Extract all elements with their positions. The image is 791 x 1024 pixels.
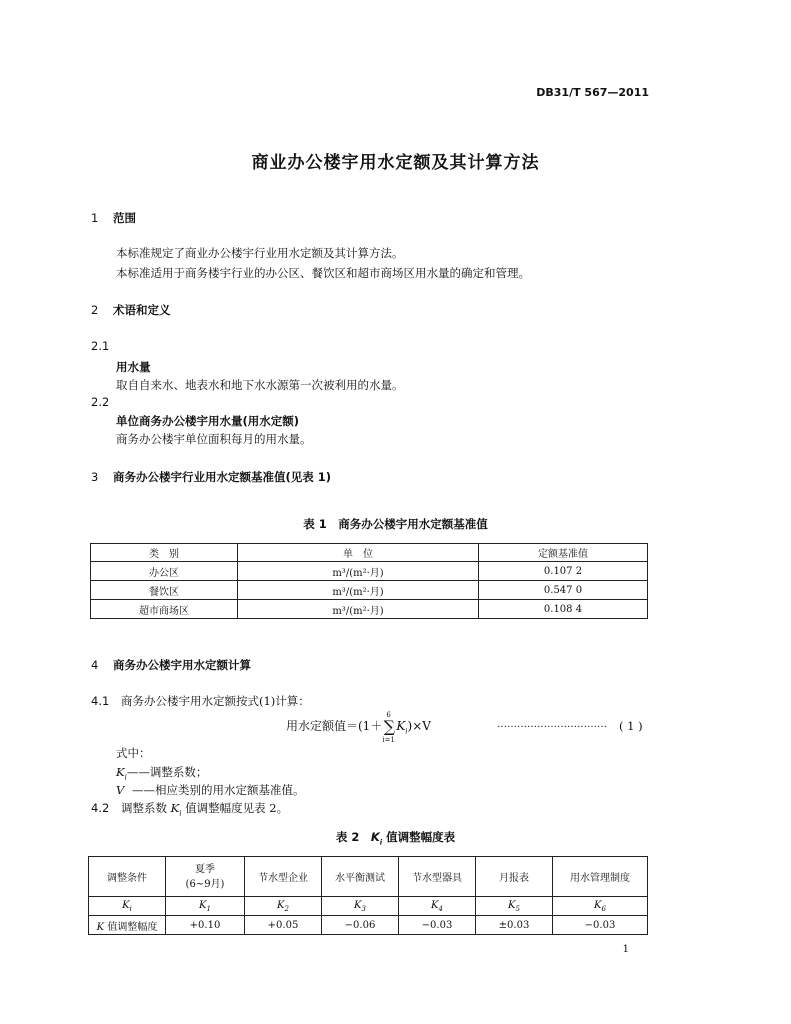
k-symbol: K xyxy=(199,899,207,911)
caption-post: 值调整幅度表 xyxy=(382,830,456,844)
table-header-cell: 类 别 xyxy=(91,544,238,562)
table-row xyxy=(91,562,648,581)
variable-description: ——调整系数； xyxy=(126,765,208,779)
definition-term: 用水量 xyxy=(116,360,151,374)
definition-term: 单位商务办公楼宇用水量(用水定额) xyxy=(116,414,300,428)
k-subscript: 1 xyxy=(206,904,211,913)
table-cell: 办公区 xyxy=(91,562,238,581)
table-1 xyxy=(90,543,648,619)
variable-symbol: V xyxy=(116,783,125,797)
section-number: 1 xyxy=(91,211,99,225)
section-title: 商务办公楼宇用水定额计算 xyxy=(113,658,251,672)
table-cell: 0.108 4 xyxy=(479,600,648,619)
k-subscript: 4 xyxy=(438,904,443,913)
table-header-cell: 节水型企业 xyxy=(245,857,322,897)
table-cell: −0.03 xyxy=(553,916,648,935)
section-title: 范围 xyxy=(113,211,136,225)
table-header-cell: 月报表 xyxy=(476,857,553,897)
table-header-cell: 单 位 xyxy=(238,544,479,562)
table-cell xyxy=(399,897,476,916)
table-header-cell: 节水型器具 xyxy=(399,857,476,897)
header-line: (6~9月) xyxy=(185,878,225,890)
table-cell: m³/(m²·月) xyxy=(238,600,479,619)
formula-k: K xyxy=(396,719,406,733)
table-cell xyxy=(322,897,399,916)
section-3-heading xyxy=(91,469,331,485)
document-title: 商业办公楼宇用水定额及其计算方法 xyxy=(251,153,540,173)
k-subscript: i xyxy=(129,904,132,913)
table-2 xyxy=(88,856,648,935)
section-1-paragraph-1: 本标准规定了商业办公楼宇行业用水定额及其计算方法。 xyxy=(116,246,404,260)
table-header-cell: 用水管理制度 xyxy=(553,857,648,897)
table-header-cell: 水平衡测试 xyxy=(322,857,399,897)
table-2-caption xyxy=(0,829,791,846)
section-number: 3 xyxy=(91,470,99,484)
table-header-cell: 调整条件 xyxy=(89,857,166,897)
k-symbol: K xyxy=(277,899,285,911)
sum-upper-limit: 6 xyxy=(386,710,391,719)
page-number: 1 xyxy=(622,944,629,955)
variable-description: ——相应类别的用水定额基准值。 xyxy=(132,783,305,797)
section-number: 2 xyxy=(91,303,99,317)
caption-k: K xyxy=(370,830,380,844)
k-subscript: 6 xyxy=(601,904,606,913)
table-cell: 餐饮区 xyxy=(91,581,238,600)
clause-number: 4.1 xyxy=(91,694,110,708)
k-symbol: K xyxy=(508,899,516,911)
table-cell xyxy=(476,897,553,916)
table-header-row xyxy=(89,857,648,897)
table-row-k-symbols xyxy=(89,897,648,916)
definition-text: 商务办公楼宇单位面积每月的用水量。 xyxy=(116,432,312,446)
table-row-adjustment xyxy=(89,916,648,935)
k-symbol: K xyxy=(354,899,362,911)
clause-text-pre: 调整系数 xyxy=(121,801,171,815)
table-1-caption: 表 1 商务办公楼宇用水定额基准值 xyxy=(303,517,488,531)
table-cell: +0.10 xyxy=(166,916,245,935)
row-label: 值调整幅度 xyxy=(104,921,158,933)
table-header-row xyxy=(91,544,648,562)
table-row xyxy=(91,600,648,619)
k-symbol: K xyxy=(96,921,105,933)
table-cell: ±0.03 xyxy=(476,916,553,935)
caption-pre: 表 2 xyxy=(335,830,371,844)
summation-symbol: 6 ∑ i=1 xyxy=(382,710,396,744)
section-2-heading xyxy=(91,302,171,318)
section-4-heading xyxy=(91,657,251,673)
variable-k-definition xyxy=(116,764,207,781)
table-cell xyxy=(89,916,166,935)
section-title: 商务办公楼宇行业用水定额基准值(见表 1) xyxy=(113,470,332,484)
section-number: 4 xyxy=(91,658,99,672)
table-cell: −0.06 xyxy=(322,916,399,935)
header-line: 夏季 xyxy=(195,863,215,875)
k-subscript: 5 xyxy=(515,904,520,913)
table-cell: −0.03 xyxy=(399,916,476,935)
clause-text: 商务办公楼宇用水定额按式(1)计算： xyxy=(121,694,310,708)
definition-text: 取自自来水、地表水和地下水水源第一次被利用的水量。 xyxy=(116,378,404,392)
k-symbol: K xyxy=(594,899,602,911)
equation-number: ( 1 ) xyxy=(619,719,643,733)
section-1-heading xyxy=(91,210,136,226)
table-row xyxy=(91,581,648,600)
caption-k-subscript: i xyxy=(379,838,383,847)
variable-v-definition xyxy=(116,782,305,798)
table-cell: +0.05 xyxy=(245,916,322,935)
table-header-cell: 定额基准值 xyxy=(479,544,648,562)
k-symbol: K xyxy=(431,899,439,911)
where-label: 式中： xyxy=(116,746,151,760)
clause-4-2 xyxy=(91,800,288,817)
table-cell xyxy=(89,897,166,916)
standard-code: DB31/T 567—2011 xyxy=(536,86,649,99)
clause-text-post: 值调整幅度见表 2。 xyxy=(181,801,289,815)
table-cell: 超市商场区 xyxy=(91,600,238,619)
k-symbol: K xyxy=(122,899,130,911)
clause-k: K xyxy=(170,801,180,815)
table-cell: m³/(m²·月) xyxy=(238,581,479,600)
table-cell: 0.547 0 xyxy=(479,581,648,600)
section-1-paragraph-2: 本标准适用于商务楼宇行业的办公区、餐饮区和超市商场区用水量的确定和管理。 xyxy=(116,266,530,280)
section-title: 术语和定义 xyxy=(113,303,171,317)
variable-symbol: K xyxy=(116,765,125,779)
formula-k-subscript: i xyxy=(405,727,408,736)
formula-rhs: )×V xyxy=(407,719,431,733)
formula-1 xyxy=(286,710,431,744)
table-cell xyxy=(553,897,648,916)
formula-leader-dots: …………………………… xyxy=(497,719,607,730)
clause-k-subscript: i xyxy=(179,809,182,818)
definition-number: 2.2 xyxy=(91,395,110,409)
table-header-cell xyxy=(166,857,245,897)
k-subscript: 2 xyxy=(284,904,289,913)
k-subscript: 3 xyxy=(361,904,366,913)
variable-subscript: i xyxy=(124,773,127,782)
table-cell: m³/(m²·月) xyxy=(238,562,479,581)
clause-number: 4.2 xyxy=(91,801,110,815)
definition-number: 2.1 xyxy=(91,339,110,353)
table-cell: 0.107 2 xyxy=(479,562,648,581)
clause-4-1 xyxy=(91,693,310,709)
table-cell xyxy=(166,897,245,916)
table-cell xyxy=(245,897,322,916)
formula-lhs: 用水定额值＝(1＋ xyxy=(286,719,383,733)
sum-lower-limit: i=1 xyxy=(382,735,395,744)
